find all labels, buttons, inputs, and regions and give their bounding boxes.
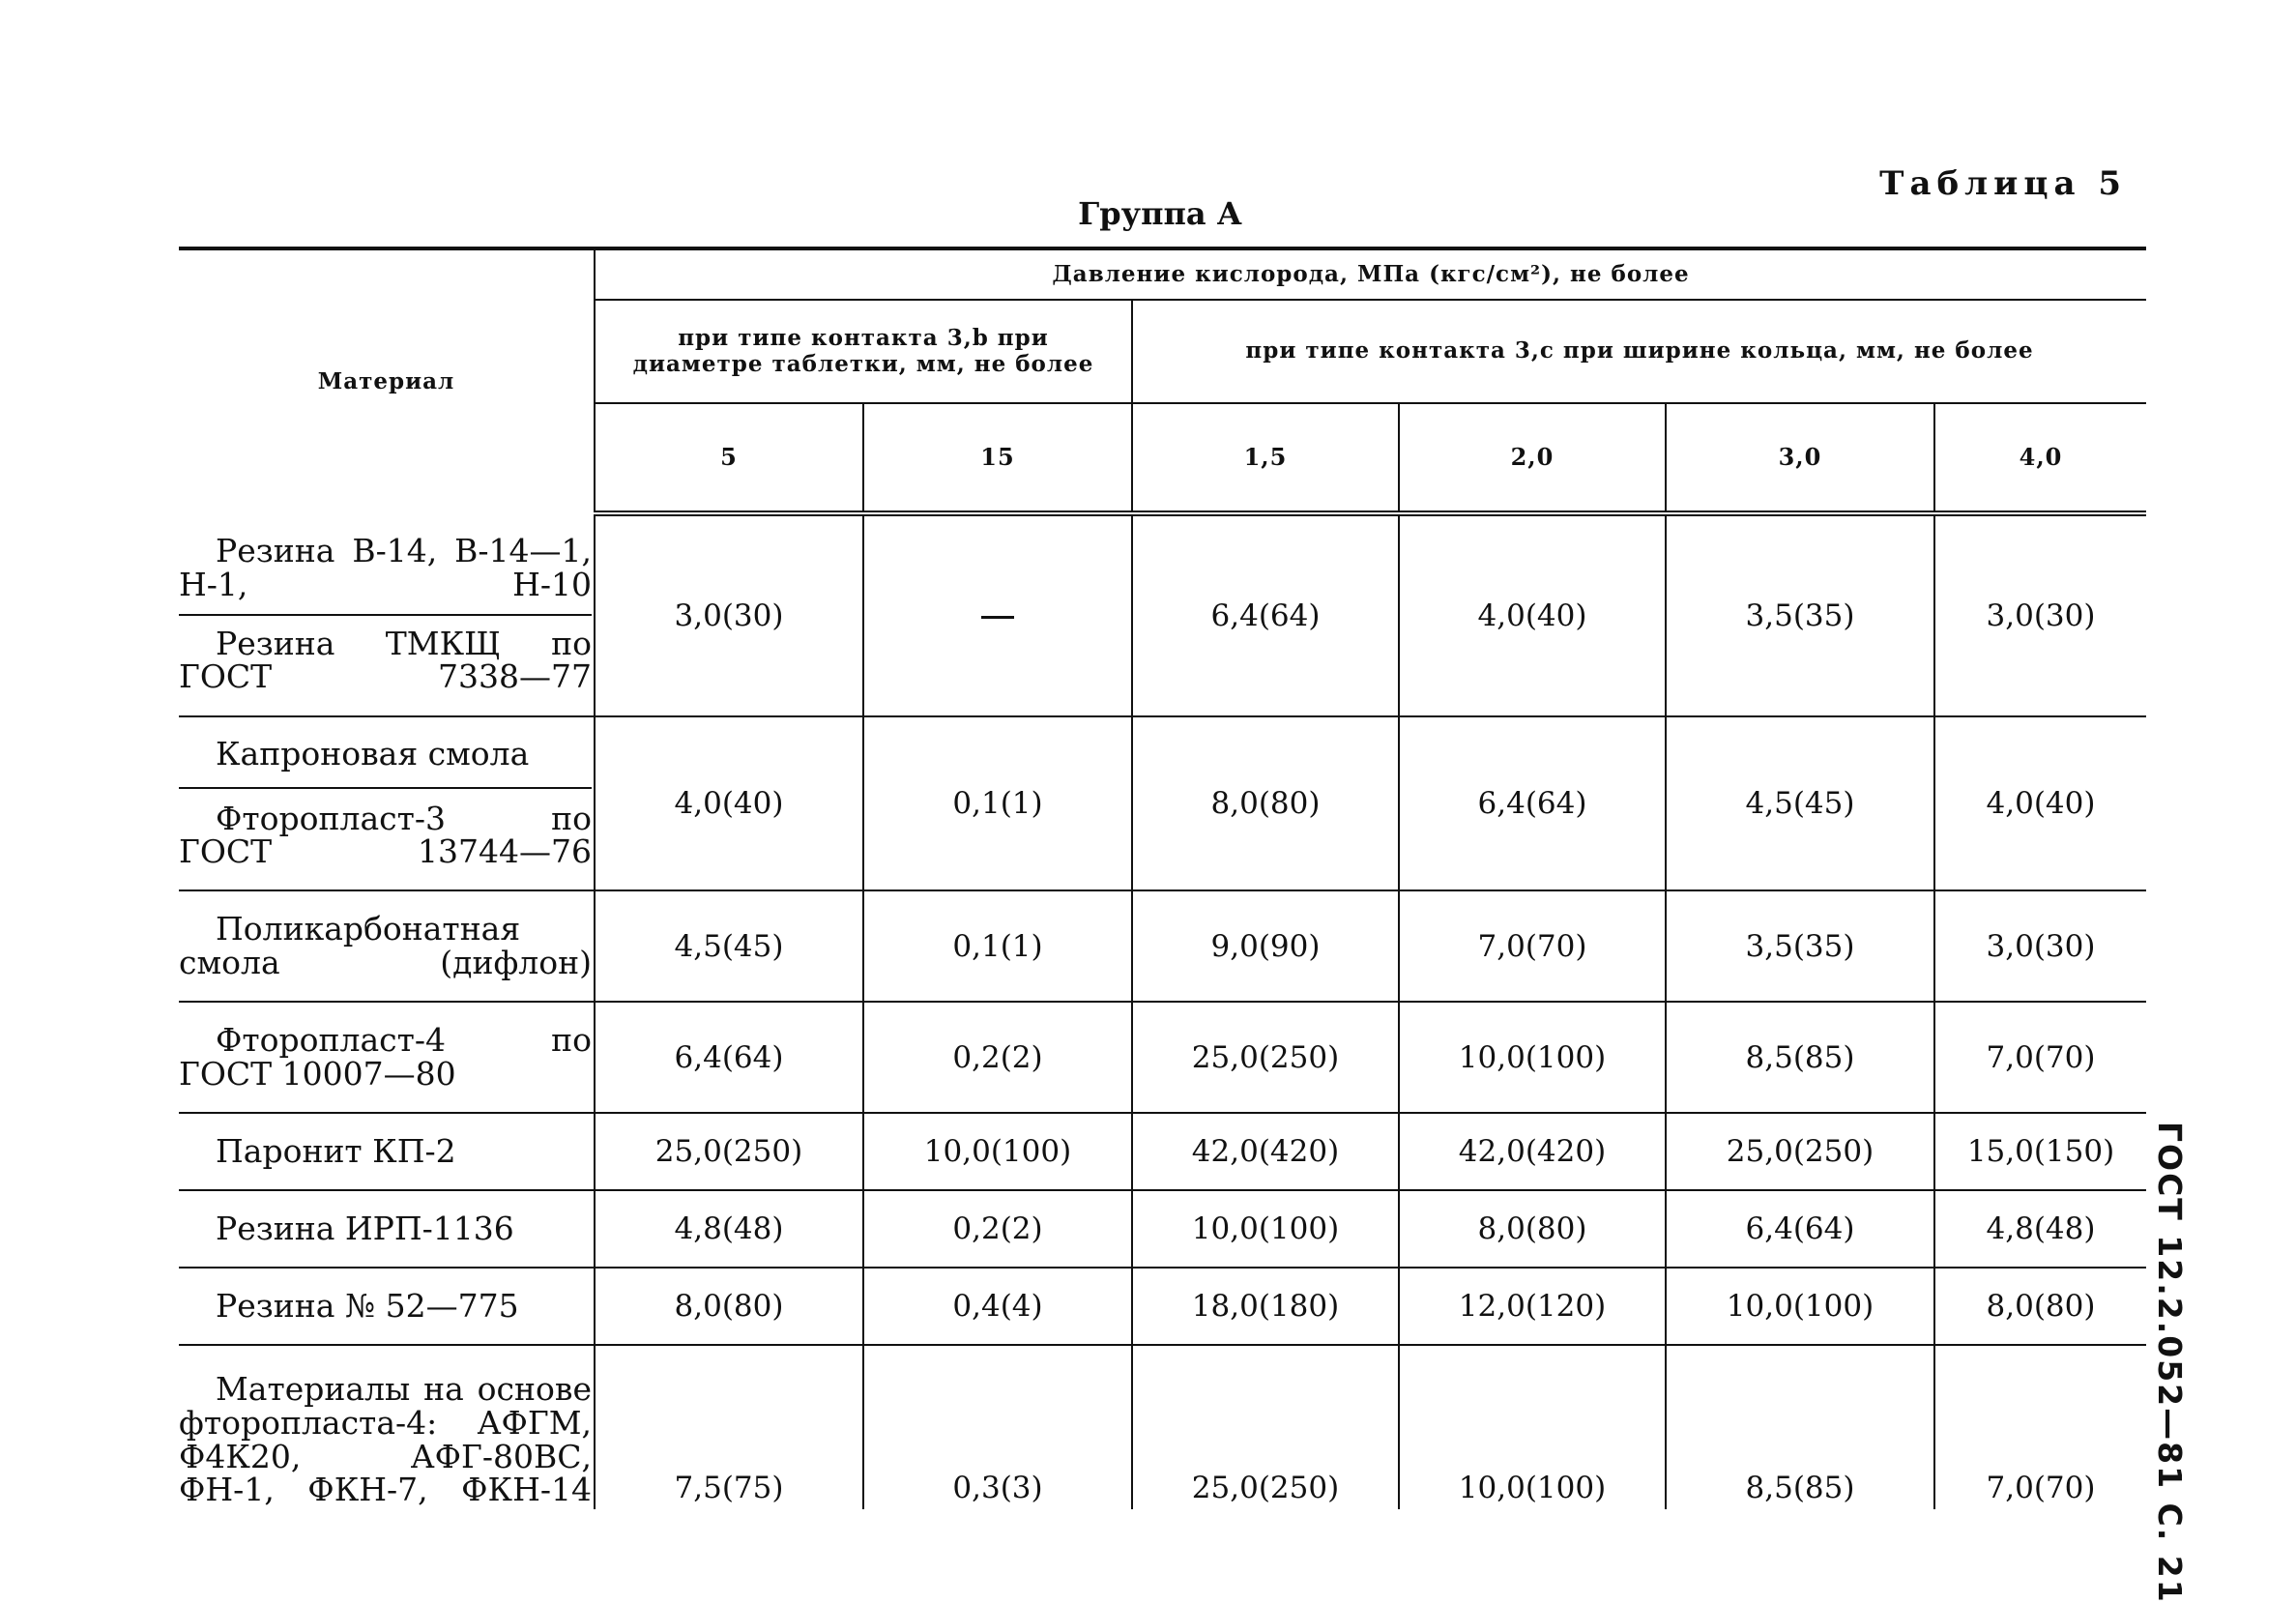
table-label: Таблица 5 <box>1879 164 2127 203</box>
value-cell: 8,5(85) <box>1666 1002 1934 1113</box>
material-cell <box>179 1002 595 1113</box>
value-cell: 0,2(2) <box>863 1002 1132 1113</box>
value-cell: 10,0(100) <box>1132 1190 1399 1268</box>
table-row <box>179 1002 2146 1113</box>
header-material: Материал <box>179 248 595 513</box>
value-cell: 8,0(80) <box>595 1268 863 1345</box>
value-cell: 10,0(100) <box>1666 1268 1934 1345</box>
material-name: Фторопласт-4 по ГОСТ 10007—80 <box>179 1020 592 1093</box>
header-size: 4,0 <box>1934 403 2146 513</box>
header-size: 5 <box>595 403 863 513</box>
value-cell: 15,0(150) <box>1934 1113 2146 1190</box>
material-name: Материалы на основе фторопласта-4: АФГМ, Ф4К20, АФГ-80ВС, ФН-1, ФКН-7, ФКН-14 <box>179 1370 592 1509</box>
table-row <box>179 1190 2146 1268</box>
material-cell <box>179 1345 595 1509</box>
value-cell: 4,5(45) <box>1666 716 1934 890</box>
value-cell: 7,0(70) <box>1986 1471 2096 1505</box>
value-cell: 25,0(250) <box>1132 1345 1399 1509</box>
header-size: 2,0 <box>1399 403 1666 513</box>
value-cell: 7,5(75) <box>595 1345 863 1509</box>
material-cell <box>179 716 595 890</box>
table-row <box>179 1345 2146 1509</box>
value-cell: 3,0(30) <box>1934 513 2146 716</box>
value-cell: 6,4(64) <box>1399 716 1666 890</box>
value-cell: 25,0(250) <box>1666 1113 1934 1190</box>
value-cell <box>863 513 1132 716</box>
header-contact-c: при типе контакта 3,c при ширине кольца, мм, не более <box>1132 300 2146 403</box>
oxygen-pressure-table <box>179 247 2146 1509</box>
material-name: Фторопласт-3 по ГОСТ 13744—76 <box>179 799 592 871</box>
material-cell <box>179 890 595 1002</box>
value-cell: 10,0(100) <box>863 1113 1132 1190</box>
value-cell: 7,0(70) <box>1399 890 1666 1002</box>
value-cell: 0,3(3) <box>863 1345 1132 1509</box>
value-cell: 4,0(40) <box>1934 716 2146 890</box>
material-cell <box>179 1113 595 1190</box>
value-cell: 3,5(35) <box>1666 513 1934 716</box>
dash-mark <box>981 616 1014 619</box>
header-contact-b: при типе контакта 3,b при диаметре таблетки, мм, не более <box>595 300 1132 403</box>
header-size: 15 <box>863 403 1132 513</box>
table-row <box>179 513 2146 716</box>
value-cell: 8,0(80) <box>1399 1190 1666 1268</box>
value-cell: 3,0(30) <box>1934 890 2146 1002</box>
value-cell: 0,1(1) <box>863 890 1132 1002</box>
material-name: Резина ТМКЩ по ГОСТ 7338—77 <box>179 624 592 696</box>
material-name: Резина ИРП-1136 <box>216 1209 514 1247</box>
value-cell: 4,0(40) <box>595 716 863 890</box>
group-title: Группа А <box>1078 195 1242 232</box>
value-cell: 12,0(120) <box>1399 1268 1666 1345</box>
value-cell: 4,0(40) <box>1399 513 1666 716</box>
material-cell <box>179 513 595 716</box>
table-row <box>179 716 2146 890</box>
value-cell: 6,4(64) <box>1132 513 1399 716</box>
material-name: Поликарбонатная смола (дифлон) <box>179 909 592 981</box>
value-cell: 0,2(2) <box>863 1190 1132 1268</box>
value-cell: 8,0(80) <box>1132 716 1399 890</box>
value-cell: 25,0(250) <box>1132 1002 1399 1113</box>
value-cell: 3,0(30) <box>595 513 863 716</box>
table-row <box>179 1113 2146 1190</box>
value-cell: 8,0(80) <box>1934 1268 2146 1345</box>
value-cell: 8,5(85) <box>1666 1345 1934 1509</box>
value-cell: 6,4(64) <box>595 1002 863 1113</box>
value-cell: 6,4(64) <box>1666 1190 1934 1268</box>
header-size: 3,0 <box>1666 403 1934 513</box>
table-row <box>179 1268 2146 1345</box>
value-cell: 3,5(35) <box>1666 890 1934 1002</box>
header-pressure: Давление кислорода, МПа (кгс/см²), не более <box>595 248 2146 300</box>
value-cell: 10,0(100) <box>1399 1002 1666 1113</box>
material-name: Резина № 52—775 <box>216 1286 519 1325</box>
material-cell <box>179 1268 595 1345</box>
material-name: Резина В-14, В-14—1, Н-1, Н-10 <box>179 535 592 615</box>
value-cell: 42,0(420) <box>1399 1113 1666 1190</box>
value-cell: 0,4(4) <box>863 1268 1132 1345</box>
value-cell: 25,0(250) <box>595 1113 863 1190</box>
value-cell: 9,0(90) <box>1132 890 1399 1002</box>
header-size: 1,5 <box>1132 403 1399 513</box>
value-cell: 0,1(1) <box>863 716 1132 890</box>
value-cell: 4,8(48) <box>1934 1190 2146 1268</box>
value-cell: 7,0(70) <box>1934 1002 2146 1113</box>
value-cell: 4,8(48) <box>595 1190 863 1268</box>
material-name: Паронит КП-2 <box>216 1131 456 1170</box>
value-cell: 10,0(100) <box>1399 1345 1666 1509</box>
value-cell: 4,5(45) <box>595 890 863 1002</box>
material-cell <box>179 1190 595 1268</box>
value-cell: 18,0(180) <box>1132 1268 1399 1345</box>
side-caption: ГОСТ 12.2.052—81 С. 21 <box>2151 1122 2189 1604</box>
table-row <box>179 890 2146 1002</box>
material-name: Капроновая смола <box>179 738 592 789</box>
value-cell: 42,0(420) <box>1132 1113 1399 1190</box>
